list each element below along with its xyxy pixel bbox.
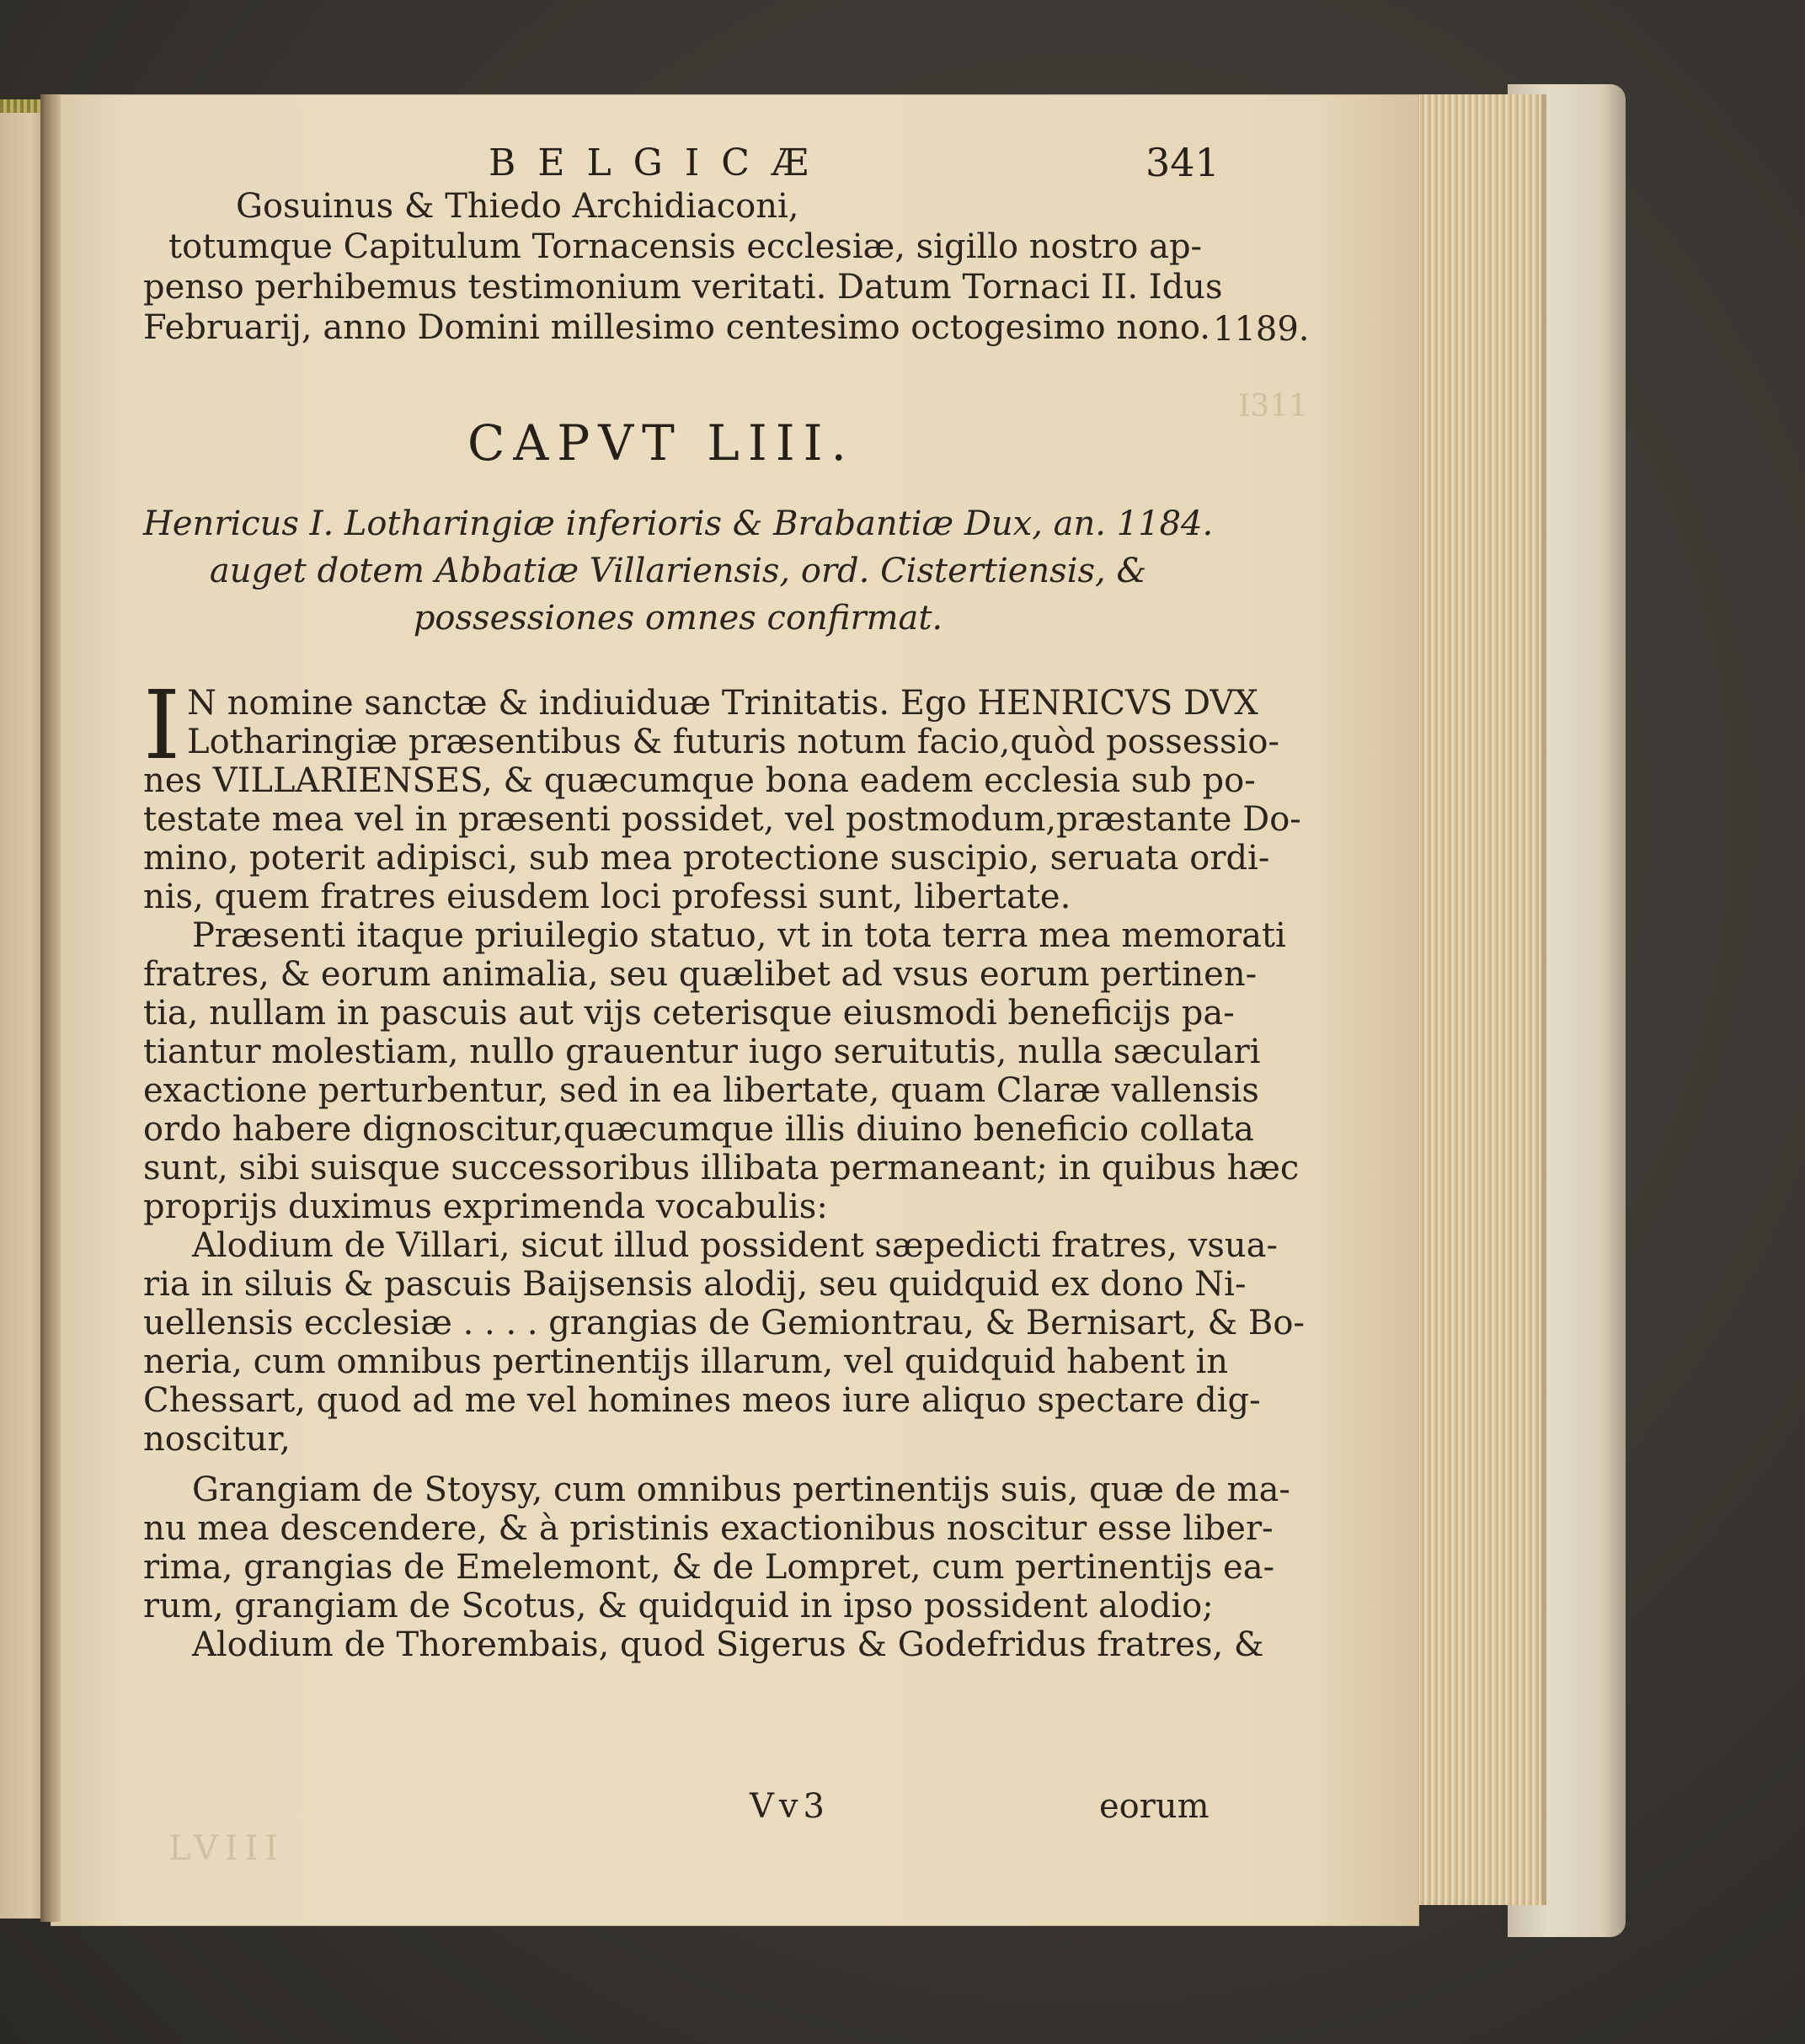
show-through-text: LVIII — [168, 1829, 286, 1868]
text-line: nu mea descendere, & à pristinis exactionibus noscitur esse liber- — [143, 1509, 1274, 1548]
page-edges — [1415, 94, 1546, 1905]
text-line: ordo habere dignoscitur,quæcumque illis diuino beneficio collata — [143, 1110, 1254, 1149]
text-line: mino, poterit adipisci, sub mea protectione suscipio, seruata ordi- — [143, 839, 1270, 878]
summary-line: possessiones omnes confirmat. — [413, 599, 943, 638]
running-head: BELGICÆ — [489, 141, 830, 184]
text-line: testate mea vel in præsenti possidet, vel postmodum,præstante Do- — [143, 800, 1301, 839]
catchword: eorum — [1099, 1787, 1210, 1826]
text-line: rima, grangias de Emelemont, & de Lompret, cum pertinentijs ea- — [143, 1548, 1275, 1587]
text-line: ria in siluis & pascuis Baijsensis alodij, seu quidquid ex dono Ni- — [143, 1265, 1247, 1304]
text-line: uellensis ecclesiæ . . . . grangias de Gemiontrau, & Bernisart, & Bo- — [143, 1304, 1305, 1342]
text-line: noscitur, — [143, 1420, 291, 1459]
text-line: Præsenti itaque priuilegio statuo, vt in tota terra mea memorati — [192, 916, 1286, 955]
text-line: Alodium de Villari, sicut illud possident sæpedicti fratres, vsua- — [192, 1226, 1279, 1265]
text-line: tiantur molestiam, nullo grauentur iugo seruitutis, nulla sæculari — [143, 1033, 1261, 1071]
text-line: Februarij, anno Domini millesimo centesimo octogesimo nono. — [143, 308, 1210, 347]
text-line: Chessart, quod ad me vel homines meos iure aliquo spectare dig- — [143, 1381, 1261, 1420]
text-line: penso perhibemus testimonium veritati. Datum Tornaci II. Idus — [143, 268, 1223, 307]
chapter-title: CAPVT LIII. — [467, 414, 855, 472]
text-line: nis, quem fratres eiusdem loci professi sunt, libertate. — [143, 878, 1071, 916]
text-line: fratres, & eorum animalia, seu quælibet ad vsus eorum pertinen- — [143, 955, 1258, 994]
page-number: 341 — [1145, 140, 1220, 185]
text-line: sunt, sibi suisque successoribus illibata permaneant; in quibus hæc — [143, 1149, 1300, 1187]
drop-capital: I — [143, 671, 181, 781]
text-line: totumque Capitulum Tornacensis ecclesiæ, sigillo nostro ap- — [168, 227, 1203, 266]
show-through-margin: I311 — [1238, 389, 1308, 424]
text-line: nes VILLARIENSES, & quæcumque bona eadem ecclesia sub po- — [143, 761, 1256, 800]
text-line: tia, nullam in pascuis aut vijs ceterisque eiusmodi beneficijs pa- — [143, 994, 1235, 1033]
text-line: Grangiam de Stoysy, cum omnibus pertinentijs suis, quæ de ma- — [192, 1470, 1290, 1509]
text-line: Lotharingiæ præsentibus & futuris notum facio,quòd possessio- — [187, 723, 1279, 761]
book-page — [51, 94, 1419, 1926]
body-text — [143, 671, 1305, 1796]
text-line: neria, cum omnibus pertinentijs illarum, vel quidquid habent in — [143, 1342, 1229, 1381]
summary-line: auget dotem Abbatiæ Villariensis, ord. Cistertiensis, & — [209, 552, 1147, 590]
text-line: Alodium de Thorembais, quod Sigerus & Godefridus fratres, & — [192, 1625, 1264, 1664]
text-line: Gosuinus & Thiedo Archidiaconi, — [236, 187, 799, 226]
text-line: proprijs duximus exprimenda vocabulis: — [143, 1187, 828, 1226]
summary-line: Henricus I. Lotharingiæ inferioris & Brabantiæ Dux, an. 1184. — [143, 504, 1214, 543]
gutter-shadow — [40, 94, 61, 1922]
text-line: rum, grangiam de Scotus, & quidquid in ipso possident alodio; — [143, 1587, 1214, 1625]
text-line: exactione perturbentur, sed in ea libertate, quam Claræ vallensis — [143, 1071, 1259, 1110]
text-line: N nomine sanctæ & indiuiduæ Trinitatis. Ego HENRICVS DVX — [187, 684, 1258, 723]
signature-mark: Vv3 — [750, 1787, 830, 1826]
margin-year: 1189. — [1213, 310, 1310, 349]
